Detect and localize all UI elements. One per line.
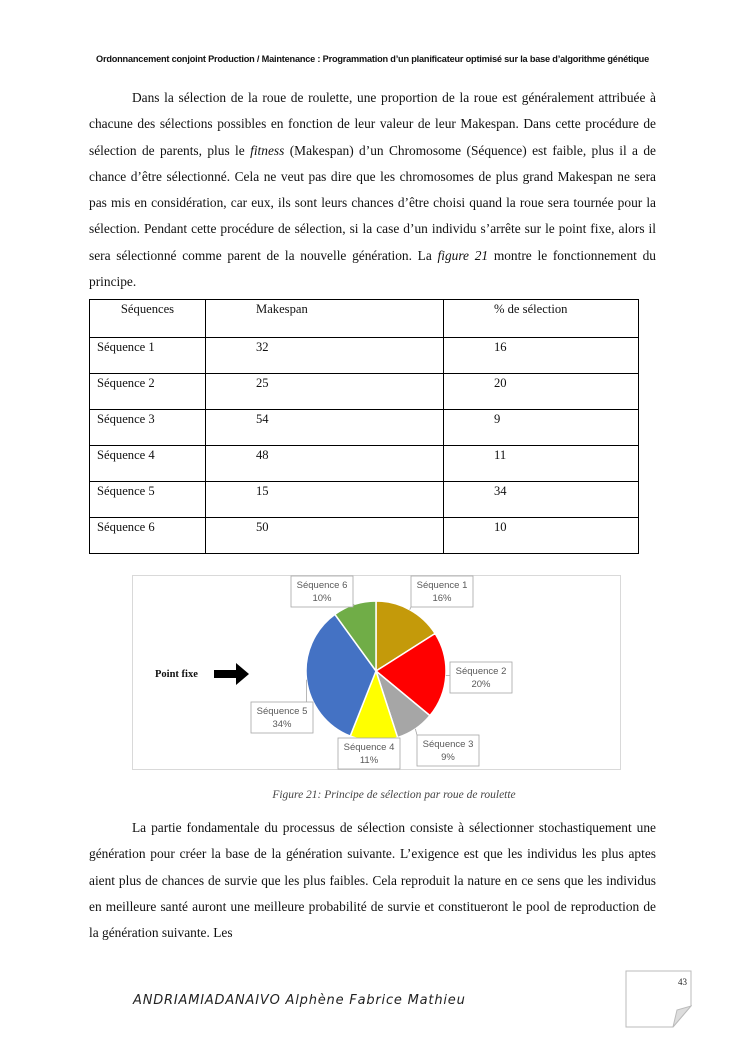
slice-percent-label: 20% bbox=[471, 679, 491, 690]
slice-category-label: Séquence 2 bbox=[455, 666, 507, 677]
table-cell: 16 bbox=[444, 338, 639, 374]
slice-percent-label: 11% bbox=[359, 755, 379, 766]
table-cell: 50 bbox=[206, 518, 444, 554]
italic-term: fitness bbox=[250, 142, 285, 158]
footer-author: ANDRIAMIADANAIVO Alphène Fabrice Mathieu bbox=[133, 993, 466, 1008]
slice-category-label: Séquence 1 bbox=[416, 580, 468, 591]
table-cell: Séquence 3 bbox=[90, 410, 206, 446]
header-cell: % de sélection bbox=[444, 300, 639, 338]
table-cell: Séquence 1 bbox=[90, 338, 206, 374]
slice-category-label: Séquence 3 bbox=[422, 739, 474, 750]
slice-category-label: Séquence 4 bbox=[343, 742, 395, 753]
arrow-right-icon bbox=[214, 663, 250, 685]
table-cell: 32 bbox=[206, 338, 444, 374]
page-number: 43 bbox=[678, 977, 687, 987]
paragraph-selection-process: La partie fondamentale du processus de sélection consiste à sélectionner stochastiquement une génération pour créer la base de la génération suivante. L’exigence est que les individus les plus aptes aient plus de chances de survie que les plus faibles. Cela reproduit la nature en ce sens que les individus en meilleure santé auront une meilleure probabilité de survie et constitueront le pool de reproduction de la génération suivante. Les bbox=[89, 820, 656, 941]
table-cell: 10 bbox=[444, 518, 639, 554]
table-cell: Séquence 6 bbox=[90, 518, 206, 554]
slice-percent-label: 16% bbox=[432, 593, 452, 604]
table-cell: 34 bbox=[444, 482, 639, 518]
table-cell: 9 bbox=[444, 410, 639, 446]
table-cell: Séquence 4 bbox=[90, 446, 206, 482]
slice-percent-label: 34% bbox=[272, 719, 292, 730]
table-cell: 20 bbox=[444, 374, 639, 410]
slice-percent-label: 9% bbox=[441, 752, 455, 763]
table-cell: Séquence 2 bbox=[90, 374, 206, 410]
text-span: montre le fonctionnement du principe. bbox=[89, 247, 656, 290]
header-cell: Makespan bbox=[206, 300, 444, 338]
figure-reference: figure 21 bbox=[437, 247, 489, 263]
text-span: Dans la sélection de la roue de roulette, une proportion de la roue est généralement attribuée à chacune des sélections possibles en fonction de leur valeur de leur Makespan. Dans cette procédure de sélection de parents, plus le bbox=[89, 90, 656, 158]
table-cell: 15 bbox=[206, 482, 444, 518]
table-cell: 25 bbox=[206, 374, 444, 410]
header-cell: Séquences bbox=[90, 300, 206, 338]
text-span: (Makespan) d’un Chromosome (Séquence) est faible, plus il a de chance d’être sélectionné. Cela ne veut pas dire que les chromosomes de plus grand Makespan ne sera pas mis en considération, car eux, ils sont leurs chances d’être choisi quand la roue sera tournée pour la sélection. Pendant cette procédure de sélection, si la case d’un individu s’arrête sur le point fixe, alors il sera sélectionné comme parent de la nouvelle génération. La bbox=[89, 142, 656, 263]
slice-percent-label: 10% bbox=[312, 593, 332, 604]
point-fixe-label: Point fixe bbox=[155, 669, 198, 680]
table-cell: Séquence 5 bbox=[90, 482, 206, 518]
table-cell: 48 bbox=[206, 446, 444, 482]
table-cell: 11 bbox=[444, 446, 639, 482]
leader-line bbox=[415, 729, 417, 735]
running-header: Ordonnancement conjoint Production / Maintenance : Programmation d’un planificateur optimisé sur la base d’algorithme génétique bbox=[96, 54, 649, 64]
table-cell: 54 bbox=[206, 410, 444, 446]
figure-caption: Figure 21: Principe de sélection par roue de roulette bbox=[272, 789, 516, 801]
slice-category-label: Séquence 5 bbox=[256, 706, 308, 717]
slice-category-label: Séquence 6 bbox=[296, 580, 348, 591]
